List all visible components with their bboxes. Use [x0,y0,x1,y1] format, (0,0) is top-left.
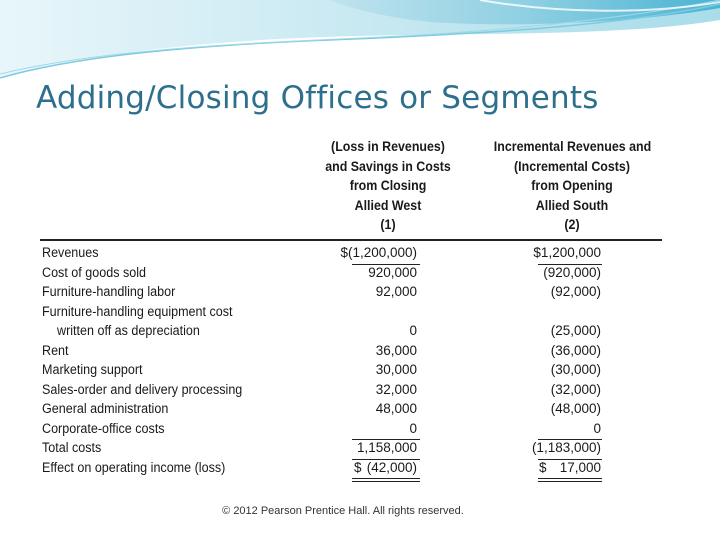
row-label: Total costs [42,440,102,455]
row-label: General administration [42,401,169,416]
closing-value: 1,158,000 [356,440,417,455]
row-label: Corporate-office costs [42,420,165,436]
closing-value: $(1,200,000) [340,245,417,260]
column-header-opening [494,137,650,235]
row-label: Furniture-handling equipment cost [42,303,233,319]
dollar-sign: $ [539,459,547,475]
double-underline-rule [538,481,602,482]
table-row [0,401,720,421]
table-row [0,343,720,363]
row-label: Sales-order and delivery processing [42,381,243,397]
closing-value: 32,000 [375,381,417,397]
column-header-closing [324,137,453,235]
copyright-footer: © 2012 Pearson Prentice Hall. All rights reserved. [222,505,464,517]
table-row [0,245,720,265]
dollar-sign: $ [354,459,362,475]
header-line: (1) [380,217,396,232]
header-divider [40,239,662,241]
row-label: Marketing support [42,362,143,377]
row-label: written off as depreciation [57,323,200,338]
opening-value: $1,200,000 [533,245,601,260]
opening-value: (25,000) [550,323,601,338]
table-row [0,284,720,304]
row-label: Revenues [42,245,99,260]
underline-rule [538,459,602,460]
opening-value: (1,183,000) [531,440,601,455]
table-row [0,362,720,382]
closing-value: 92,000 [375,284,417,299]
opening-value: (30,000) [550,362,601,377]
table-row [0,304,720,324]
double-underline-rule [538,478,602,479]
header-line: from Opening [531,178,613,193]
table-row [0,440,720,460]
table-row [0,323,720,343]
underline-rule [352,459,420,460]
double-underline-rule [352,478,420,479]
row-label: Rent [42,342,69,358]
opening-value: 17,000 [559,459,601,475]
closing-value: 48,000 [375,401,417,416]
row-label: Furniture-handling labor [42,284,176,299]
closing-value: (42,000) [366,459,417,475]
closing-value: 0 [409,323,417,338]
header-line: (Incremental Costs) [514,158,630,174]
opening-value: (48,000) [550,401,601,416]
header-line: Allied West [354,197,422,213]
header-line: Incremental Revenues and [493,139,652,154]
opening-value: (32,000) [550,381,601,397]
opening-value: (920,000) [543,264,601,280]
slide-title: Adding/Closing Offices or Segments [36,80,599,116]
closing-value: 36,000 [375,342,417,358]
header-line: (2) [564,217,580,232]
header-line: from Closing [349,178,427,193]
table-row [0,265,720,285]
row-label: Cost of goods sold [42,264,147,280]
underline-rule [538,439,602,440]
closing-value: 920,000 [368,264,417,280]
row-label: Effect on operating income (loss) [42,459,226,475]
opening-value: 0 [593,420,601,436]
header-line: (Loss in Revenues) [331,139,445,154]
table-row [0,460,720,480]
closing-value: 0 [409,420,417,436]
opening-value: (36,000) [550,342,601,358]
underline-rule [352,439,420,440]
opening-value: (92,000) [550,284,601,299]
underline-rule [538,264,602,265]
table-row [0,421,720,441]
underline-rule [352,264,420,265]
header-line: and Savings in Costs [325,158,451,174]
table-row [0,382,720,402]
header-line: Allied South [535,197,609,213]
double-underline-rule [352,481,420,482]
closing-value: 30,000 [375,362,417,377]
